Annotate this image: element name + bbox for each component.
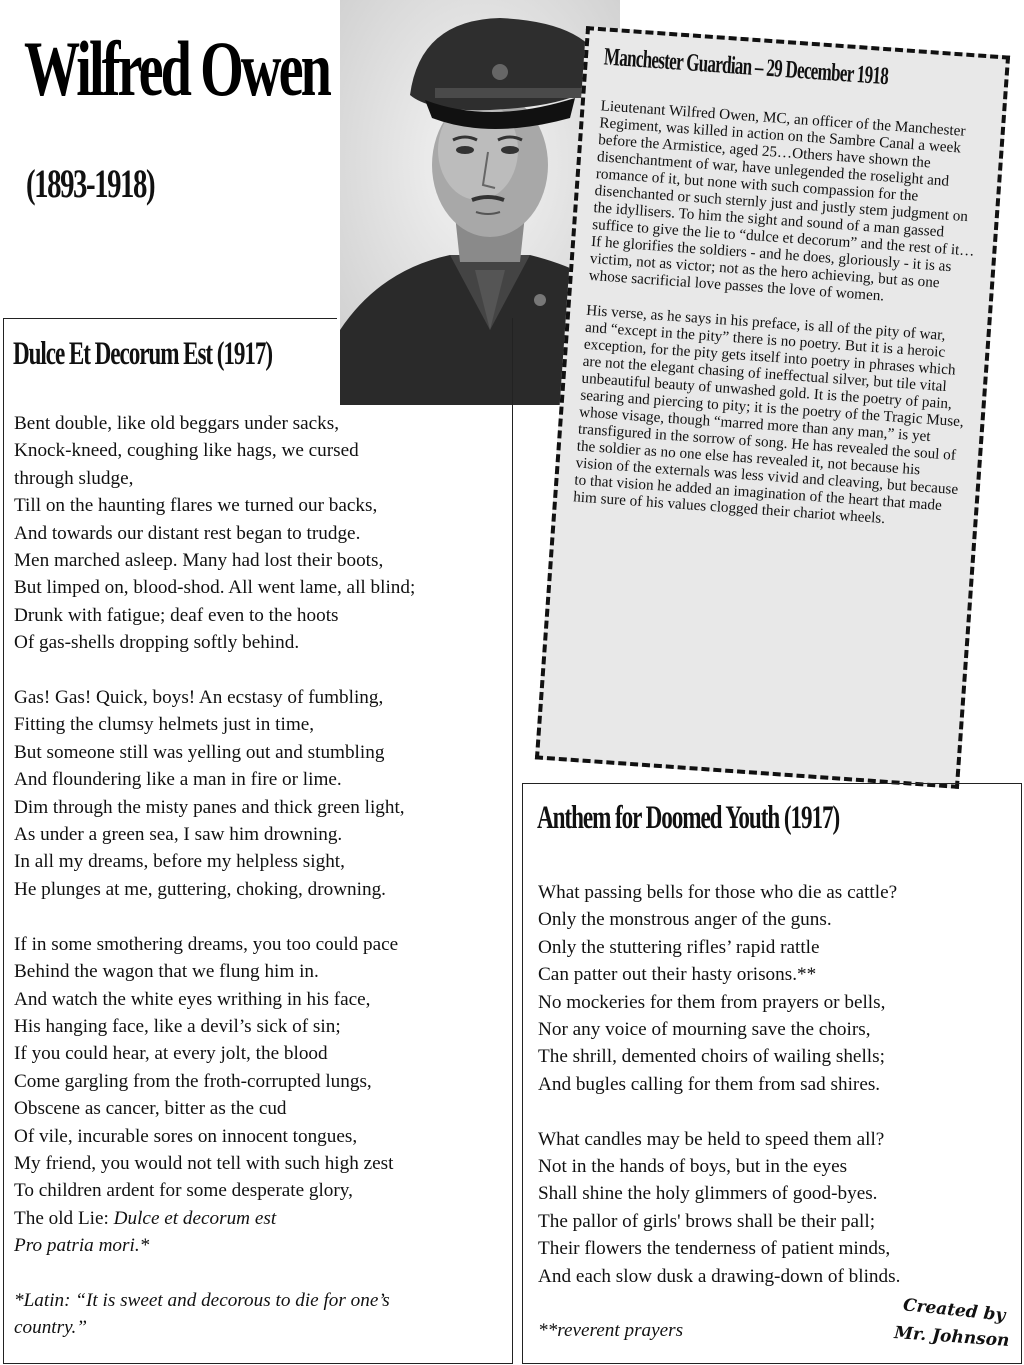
- article-heading: Manchester Guardian – 29 December 1918: [603, 43, 889, 91]
- stanza: [538, 1126, 1008, 1290]
- poem-line: Gas! Gas! Quick, boys! An ecstasy of fumbling,: [14, 687, 384, 709]
- stanza: [14, 931, 509, 1260]
- poem-line: Obscene as cancer, bitter as the cud: [14, 1098, 287, 1120]
- poem-line: No mockeries for them from prayers or bells,: [538, 991, 886, 1013]
- poem-line: Drunk with fatigue; deaf even to the hoots: [14, 604, 339, 626]
- poem-text: [14, 410, 509, 1342]
- poem-line: He plunges at me, guttering, choking, drowning.: [14, 878, 386, 900]
- divider: [3, 318, 337, 319]
- poem-text: [538, 879, 1008, 1345]
- poem-line: His hanging face, like a devil’s sick of sin;: [14, 1015, 341, 1037]
- poem-line: And each slow dusk a drawing-down of blinds.: [538, 1265, 901, 1287]
- stanza: [14, 684, 509, 903]
- poem-line: But someone still was yelling out and stumbling: [14, 741, 385, 763]
- poem-line: And towards our distant rest began to trudge.: [14, 522, 361, 544]
- poem-heading: Dulce Et Decorum Est (1917): [13, 336, 273, 372]
- poem-heading: Anthem for Doomed Youth (1917): [537, 800, 840, 836]
- latin-phrase: Dulce et decorum est: [113, 1207, 277, 1229]
- poem-line: And bugles calling for them from sad shires.: [538, 1073, 881, 1095]
- poem-line: Their flowers the tenderness of patient minds,: [538, 1238, 891, 1260]
- stanza: [14, 410, 509, 657]
- credit-author: Mr. Johnson: [893, 1322, 1010, 1352]
- poem-line: Can patter out their hasty orisons.**: [538, 964, 817, 986]
- footnote-line: *Latin: “It is sweet and decorous to die for one’s: [14, 1289, 390, 1311]
- poem-line: Only the monstrous anger of the guns.: [538, 909, 832, 931]
- poem-line: Behind the wagon that we flung him in.: [14, 961, 319, 983]
- poem-line: What passing bells for those who die as cattle?: [538, 882, 898, 903]
- poem-line: Only the stuttering rifles’ rapid rattle: [538, 936, 820, 958]
- poem-dulce-et-decorum: [3, 318, 513, 1364]
- poem-line: Not in the hands of boys, but in the eyes: [538, 1156, 848, 1178]
- old-lie-prefix: The old Lie:: [14, 1207, 114, 1229]
- poem-line: through sludge,: [14, 467, 134, 489]
- footnote-line: **reverent prayers: [538, 1320, 684, 1342]
- poem-line: Till on the haunting flares we turned our backs,: [14, 495, 378, 517]
- poem-line: But limped on, blood-shod. All went lame, all blind;: [14, 577, 416, 599]
- poem-line: Of gas-shells dropping softly behind.: [14, 632, 300, 654]
- poem-line: Pro patria mori.*: [14, 1235, 150, 1257]
- poem-line: What candles may be held to speed them all?: [538, 1128, 885, 1150]
- poem-line: Men marched asleep. Many had lost their boots,: [14, 550, 384, 572]
- stanza: [538, 879, 1008, 1098]
- poem-line: And floundering like a man in fire or lime.: [14, 769, 342, 791]
- poem-line: The pallor of girls' brows shall be their pall;: [538, 1210, 876, 1232]
- article-paragraph: Lieutenant Wilfred Owen, MC, an officer of the Manchester Regiment, was killed in action on the Sambre Canal a week before the Armistice, aged 25…Others have shown the disenchantment of war, have unlegended the roselight and romance of it, but none with such compassion for the disenchanted or such sternly just and justly stem judgment on the idyllisers. To him the sight and sound of a man gassed suffice to give the lie to “dulce et decorum” and the rest of it… If he glorifies the soldiers - and he does, gloriously - it is as victim, not as victor; not as the hero achieving, but as one whose sacrificial love passes the love of women.: [588, 97, 976, 305]
- life-years: (1893-1918): [26, 161, 155, 206]
- poem-line: To children ardent for some desperate glory,: [14, 1180, 353, 1202]
- credit-line: Created by: [901, 1295, 1006, 1326]
- poem-line: If in some smothering dreams, you too could pace: [14, 933, 399, 955]
- newspaper-clipping: [535, 26, 1010, 789]
- poem-line: And watch the white eyes writhing in his face,: [14, 988, 371, 1010]
- poem-line: As under a green sea, I saw him drowning.: [14, 824, 343, 846]
- poem-line: Fitting the clumsy helmets just in time,: [14, 714, 315, 736]
- poem-line: If you could hear, at every jolt, the blood: [14, 1043, 328, 1065]
- poem-line: In all my dreams, before my helpless sight,: [14, 851, 345, 873]
- poem-line: Come gargling from the froth-corrupted lungs,: [14, 1070, 372, 1092]
- poem-line: Bent double, like old beggars under sacks,: [14, 413, 340, 434]
- footnote: [14, 1287, 509, 1342]
- article-paragraph: His verse, as he says in his preface, is all of the pity of war, and “except in the pity” there is no poetry. But it is a heroic exception, for the pity gets itself into poetry in phrases which are not the elegant chasing of ineffectual silver, but tile vital unbeautiful beauty of unwashed gold. It is the poetry of pain, searing and piercing to pity; it is the poetry of the Tragic Muse, whose visage, though “marred more than any man,” is yet transfigured in the sorrow of song. He has revealed the soul of the soldier as no one else has revealed it, not because his vision of the externals was less vivid and cleaving, but because to that vision he added an imagination of the heart that made him sure of his values clogged their chariot wheels.: [572, 301, 965, 528]
- poem-line: My friend, you would not tell with such high zest: [14, 1152, 394, 1174]
- credit: [894, 1297, 1009, 1351]
- poem-line: The shrill, demented choirs of wailing shells;: [538, 1046, 885, 1068]
- footnote-line: country.”: [14, 1317, 88, 1339]
- poem-line: Knock-kneed, coughing like hags, we cursed: [14, 440, 359, 462]
- poem-line: Shall shine the holy glimmers of good-byes.: [538, 1183, 878, 1205]
- poem-line: Dim through the misty panes and thick green light,: [14, 796, 405, 818]
- page-title: Wilfred Owen: [24, 25, 330, 112]
- poem-line: Nor any voice of mourning save the choirs,: [538, 1019, 871, 1041]
- poem-line: Of vile, incurable sores on innocent tongues,: [14, 1125, 358, 1147]
- poem-line: [14, 1205, 509, 1232]
- poem-anthem-doomed-youth: [522, 783, 1022, 1364]
